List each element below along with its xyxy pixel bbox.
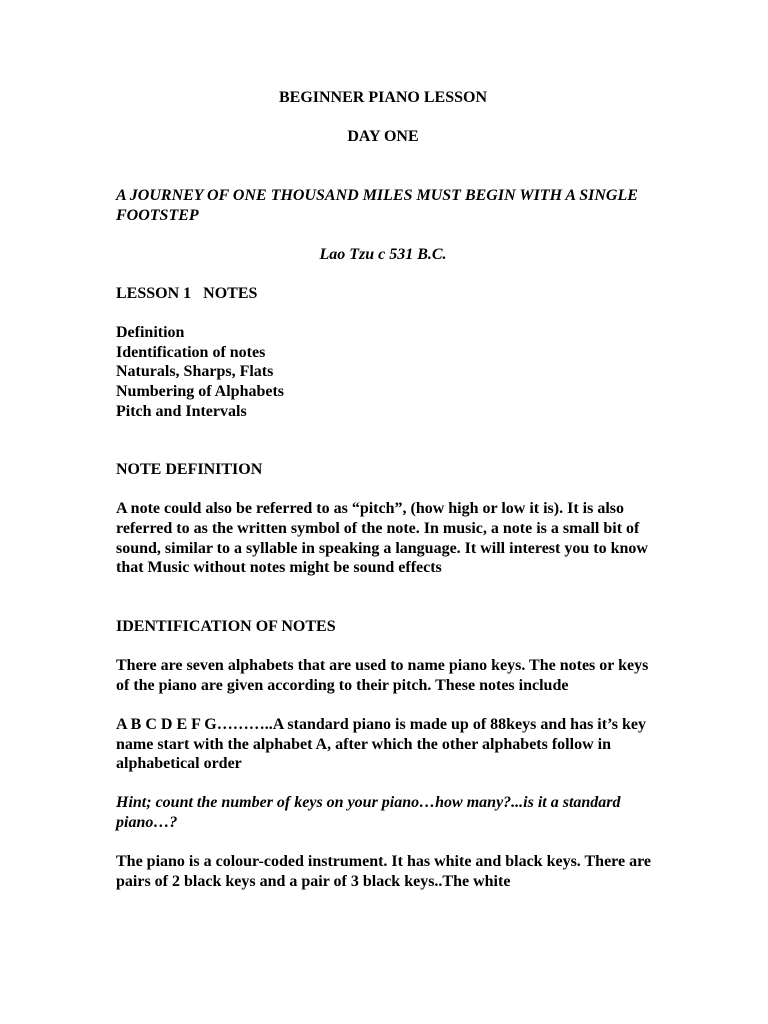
day-heading: DAY ONE	[347, 128, 419, 146]
topic-item: Numbering of Alphabets	[116, 382, 285, 400]
identification-paragraph-2: A B C D E F G………..A standard piano is made up of 88keys and has it’s key name start with the alphabet A, after which the other alphabets follow in alphabetical order	[116, 716, 647, 773]
topic-item: Pitch and Intervals	[116, 402, 247, 420]
topic-item: Naturals, Sharps, Flats	[116, 363, 274, 381]
identification-paragraph-1: There are seven alphabets that are used to name piano keys. The notes or keys of the piano are given according to their pitch. These notes include	[116, 657, 649, 694]
topic-item: Definition	[116, 324, 185, 342]
topic-item: Identification of notes	[116, 343, 266, 361]
lesson-heading: LESSON 1 NOTES	[116, 284, 258, 302]
note-definition-heading: NOTE DEFINITION	[116, 461, 263, 479]
identification-paragraph-3: The piano is a colour-coded instrument. It has white and black keys. There are pairs of 2 black keys and a pair of 3 black keys..The white	[116, 853, 652, 890]
document-page	[116, 88, 656, 891]
document-title: BEGINNER PIANO LESSON	[278, 89, 488, 106]
identification-heading: IDENTIFICATION OF NOTES	[116, 618, 336, 636]
note-definition-body: A note could also be referred to as “pitch”, (how high or low it is). It is also referred to as the written symbol of the note. In music, a note is a small bit of sound, similar to a syllable in speaking a language. It will interest you to know that Music without notes might be sound effects	[116, 500, 648, 577]
quote-text: A JOURNEY OF ONE THOUSAND MILES MUST BEGIN WITH A SINGLE FOOTSTEP	[116, 186, 638, 224]
quote-author: Lao Tzu c 531 B.C.	[319, 245, 447, 263]
hint-text: Hint; count the number of keys on your piano…how many?...is it a standard piano…?	[116, 794, 621, 831]
topic-list	[116, 323, 656, 421]
